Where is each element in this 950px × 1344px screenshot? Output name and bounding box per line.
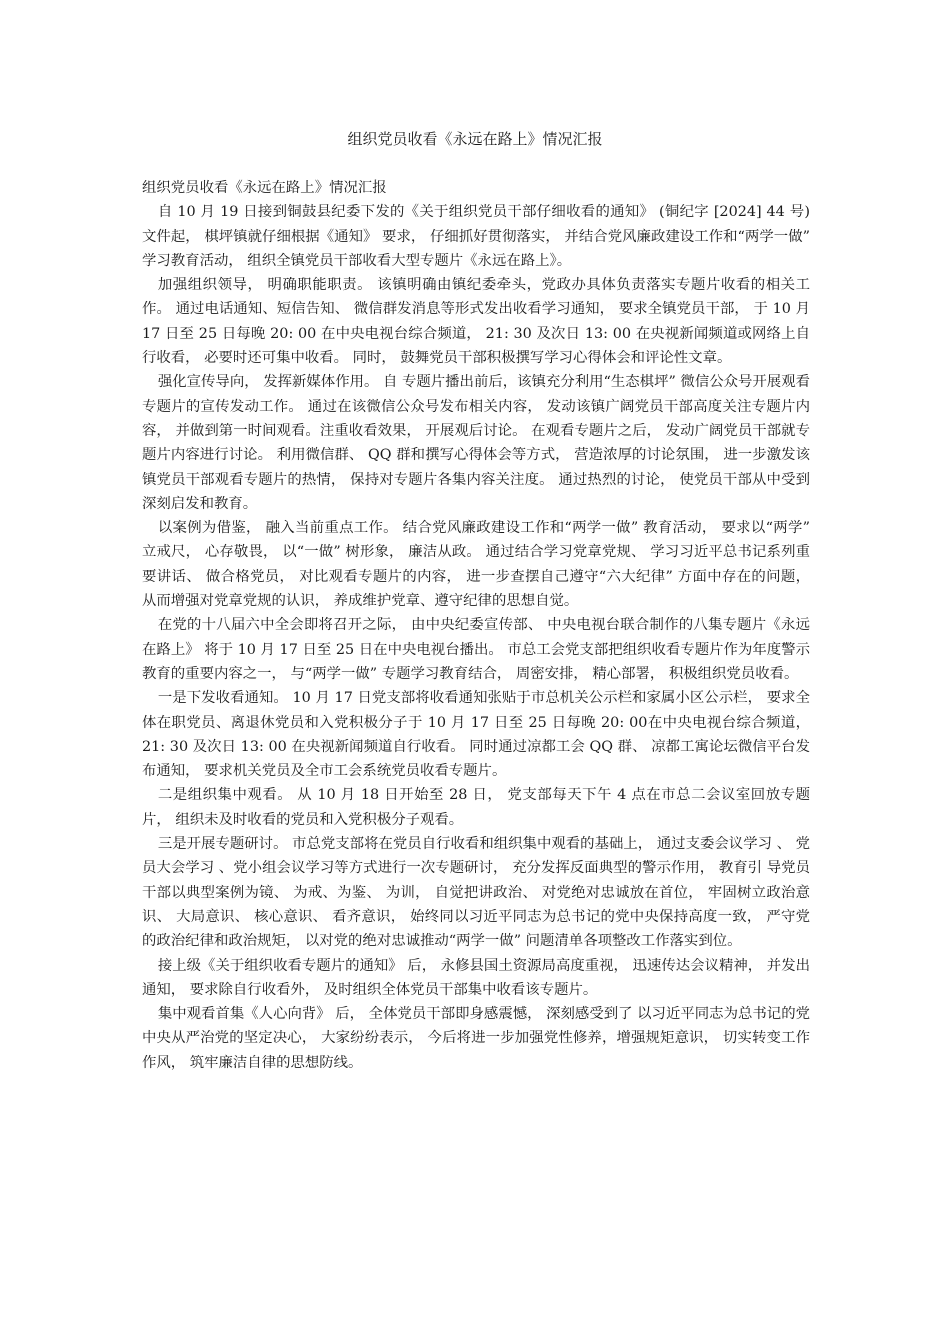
paragraph: 强化宣传导向， 发挥新媒体作用。 自 专题片播出前后，该镇充分利用“生态棋坪” 微信公众号开展观看专题片的宣传发动工作。 通过在该微信公众号发布相关内容， 发动该镇广阔党员干部高度关注专题片内容， 并做到第一时间观看。注重收看效果， 开展观后讨论。 在观看专题片之后， 发动广阔党员干部就专题片内容进行讨论。 利用微信群、 QQ 群和撰写心得体会等方式， 营造浓厚的讨论氛围， 进一步激发该镇党员干部观看专题片的热情， 保持对专题片各集内容关注度。 通过热烈的讨论， 使党员干部从中受到深刻启发和教育。 [142,374,810,512]
document-subtitle: 组织党员收看《永远在路上》情况汇报 [142,180,387,196]
paragraph: 在党的十八届六中全会即将召开之际， 由中央纪委宣传部、 中央电视台联合制作的八集专题片《永远在路上》 将于 10 月 17 日至 25 日在中央电视台播出。 市总工会党支部把组织收看专题片作为年度警示教育的重要内容之一， 与“两学一做” 专题学习教育结合， 周密安排， 精心部署， 积极组织党员收看。 [142,617,810,682]
document-body [142,176,810,1075]
paragraph: 一是下发收看通知。 10 月 17 日党支部将收看通知张贴于市总机关公示栏和家属小区公示栏， 要求全体在职党员、离退休党员和入党积极分子于 10 月 17 日至 25 日每晚 20: 00在中央电视台综合频道， 21: 30 及次日 13: 00 在央视新闻频道自行收看。 同时通过凉都工会 QQ 群、 凉都工寓论坛微信平台发布通知， 要求机关党员及全市工会系统党员收看专题片。 [142,690,810,780]
paragraph: 以案例为借鉴， 融入当前重点工作。 结合党风廉政建设工作和“两学一做” 教育活动， 要求以“两学” 立戒尺， 心存敬畏， 以“一做” 树形象， 廉洁从政。 通过结合学习党章党规、 学习习近平总书记系列重要讲话、 做合格党员， 对比观看专题片的内容， 进一步查摆自己遵守“六大纪律” 方面中存在的问题， 从而增强对党章党规的认识， 养成维护党章、遵守纪律的思想自觉。 [142,520,810,610]
paragraph: 二是组织集中观看。 从 10 月 18 日开始至 28 日， 党支部每天下午 4 点在市总二会议室回放专题片， 组织未及时收看的党员和入党积极分子观看。 [142,787,810,828]
paragraph: 集中观看首集《人心向背》 后， 全体党员干部即身感震憾， 深刻感受到了 以习近平同志为总书记的党中央从严治党的坚定决心， 大家纷纷表示， 今后将进一步加强党性修养，增强规矩意识， 切实转变工作作风， 筑牢廉洁自律的思想防线。 [142,1006,810,1071]
paragraph: 三是开展专题研讨。 市总党支部将在党员自行收看和组织集中观看的基础上， 通过支委会议学习 、 党员大会学习 、党小组会议学习等方式进行一次专题研讨， 充分发挥反面典型的警示作用， 教育引 导党员干部以典型案例为镜、 为戒、为鉴、 为训， 自觉把讲政治、 对党绝对忠诚放在首位， 牢固树立政治意识、 大局意识、 核心意识、 看齐意识， 始终同以习近平同志为总书记的党中央保持高度一致， 严守党的政治纪律和政治规矩， 以对党的绝对忠诚推动“两学一做” 问题清单各项整改工作落实到位。 [142,836,810,950]
paragraph: 接上级《关于组织收看专题片的通知》 后， 永修县国土资源局高度重视， 迅速传达会议精神， 并发出通知， 要求除自行收看外， 及时组织全体党员干部集中收看该专题片。 [142,957,810,998]
paragraph: 加强组织领导， 明确职能职责。 该镇明确由镇纪委牵头，党政办具体负责落实专题片收看的相关工作。 通过电话通知、短信告知、 微信群发消息等形式发出收看学习通知， 要求全镇党员干部， 于 10 月 17 日至 25 日每晚 20: 00 在中央电视台综合频道， 21: 30 及次日 13: 00 在央视新闻频道或网络上自行收看， 必要时还可集中收看。 同时， 鼓舞党员干部积极撰写学习心得体会和评论性文章。 [142,277,810,367]
paragraph: 自 10 月 19 日接到铜鼓县纪委下发的《关于组织党员干部仔细收看的通知》 (铜纪字 [2024] 44 号) 文件起， 棋坪镇就仔细根据《通知》 要求， 仔细抓好贯彻落实， 并结合党风廉政建设工作和“两学一做” 学习教育活动， 组织全镇党员干部收看大型专题片《永远在路上》。 [142,204,810,269]
document-title: 组织党员收看《永远在路上》情况汇报 [347,130,603,148]
